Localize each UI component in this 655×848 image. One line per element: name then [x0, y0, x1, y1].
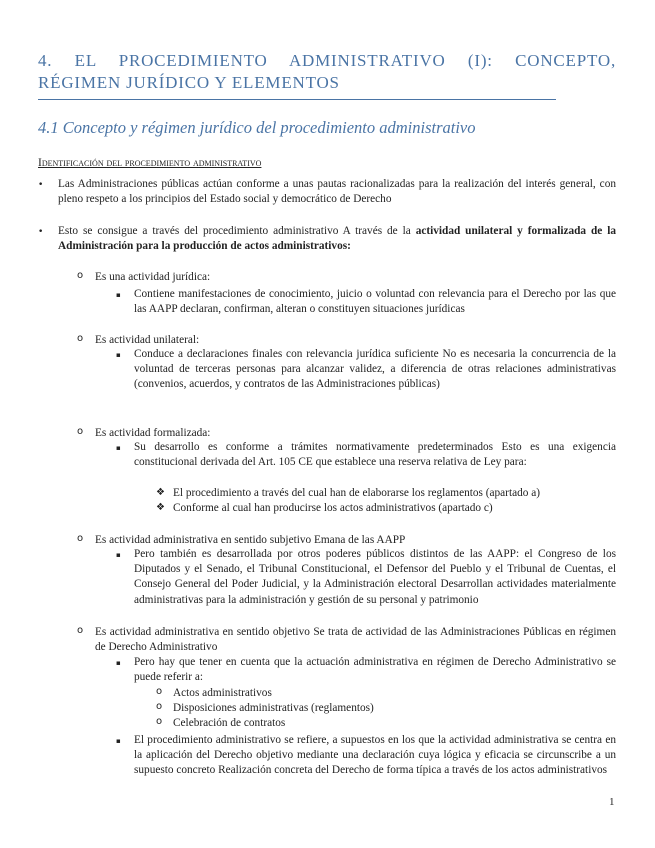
circle-marker: o [77, 625, 84, 636]
list-item [58, 224, 616, 254]
list-item: Disposiciones administrativas (reglamentos) [173, 702, 374, 714]
chapter-title: 4. EL PROCEDIMIENTO ADMINISTRATIVO (I): CONCEPTO, RÉGIMEN JURÍDICO Y ELEMENTOS [38, 51, 616, 92]
list-item: Actos administrativos [173, 687, 272, 699]
list-item-bold-text: actividad unilateral y formalizada de la Administración para la producción de actos administrativos: [58, 225, 617, 253]
list-item: Conduce a declaraciones finales con relevancia jurídica suficiente No es necesaria la concurrencia de la voluntad de terceras personas para alcanzar validez, a diferencia de otras relaciones administrativas (convenios, acuerdos, y contratos de las Administraciones públicas) [134, 348, 616, 391]
square-marker: ▪ [116, 291, 121, 299]
list-item: Conforme al cual han producirse los actos administrativos (apartado c) [173, 502, 493, 514]
list-item: Es actividad administrativa en sentido objetivo Se trata de actividad de las Administraciones Públicas en régimen de Derecho Administrativo [95, 626, 616, 654]
page-number: 1 [609, 796, 615, 808]
bullet-marker: • [38, 227, 44, 237]
title-divider [38, 99, 556, 100]
square-marker: ▪ [116, 659, 121, 667]
circle-marker: o [77, 426, 84, 437]
bullet-marker: • [38, 180, 44, 190]
list-item: El procedimiento a través del cual han de elaborarse los reglamentos (apartado a) [173, 487, 540, 499]
circle-marker: o [77, 333, 84, 344]
circle-marker: o [77, 270, 84, 281]
list-item: Su desarrollo es conforme a trámites normativamente predeterminados Esto es una exigencia constitucional derivada del Art. 105 CE que establece una reserva relativa de Ley para: [134, 441, 616, 469]
list-item: Es actividad administrativa en sentido subjetivo Emana de las AAPP [95, 534, 406, 546]
square-marker: ▪ [116, 351, 121, 359]
list-item-text: Esto se consigue a través del procedimiento administrativo A través de la [58, 225, 416, 237]
list-item: Celebración de contratos [173, 717, 286, 729]
list-item: Pero hay que tener en cuenta que la actuación administrativa en régimen de Derecho Administrativo se puede referir a: [134, 656, 616, 684]
circle-marker: o [77, 533, 84, 544]
section-subtitle: 4.1 Concepto y régimen jurídico del procedimiento administrativo [38, 118, 476, 137]
subsection-heading: Identificación del procedimiento administrativo [38, 157, 262, 169]
list-item: Contiene manifestaciones de conocimiento, juicio o voluntad con relevancia para el Derecho por las que las AAPP declaran, confirman, alteran o constituyen situaciones jurídicas [134, 288, 616, 316]
circle-marker: o [156, 716, 163, 727]
list-item: Es una actividad jurídica: [95, 271, 211, 283]
square-marker: ▪ [116, 737, 121, 745]
square-marker: ▪ [116, 551, 121, 559]
diamond-marker: ❖ [156, 487, 165, 498]
list-item: El procedimiento administrativo se refiere, a supuestos en los que la actividad administrativa se centra en la aplicación del Derecho objetivo mediante una declaración cuya lógica y eficacia se circunscribe a un supuesto concreto Realización concreta del Derecho de forma típica a través de los actos administrativos [134, 734, 616, 777]
list-item: Es actividad formalizada: [95, 427, 211, 439]
list-item: Pero también es desarrollada por otros poderes públicos distintos de las AAPP: el Congreso de los Diputados y el Senado, el Tribunal Constitucional, el Defensor del Pueblo y el Tribunal de Cuentas, el Consejo General del Poder Judicial, y la Administración electoral Desarrollan actividades materialmente administrativas para la administración y gestión de su personal y patrimonio [134, 548, 616, 606]
circle-marker: o [156, 686, 163, 697]
list-item: Las Administraciones públicas actúan conforme a unas pautas racionalizadas para la realización del interés general, con pleno respeto a los principios del Estado social y democrático de Derecho [58, 178, 616, 206]
diamond-marker: ❖ [156, 502, 165, 513]
list-item: Es actividad unilateral: [95, 334, 200, 346]
circle-marker: o [156, 701, 163, 712]
square-marker: ▪ [116, 444, 121, 452]
